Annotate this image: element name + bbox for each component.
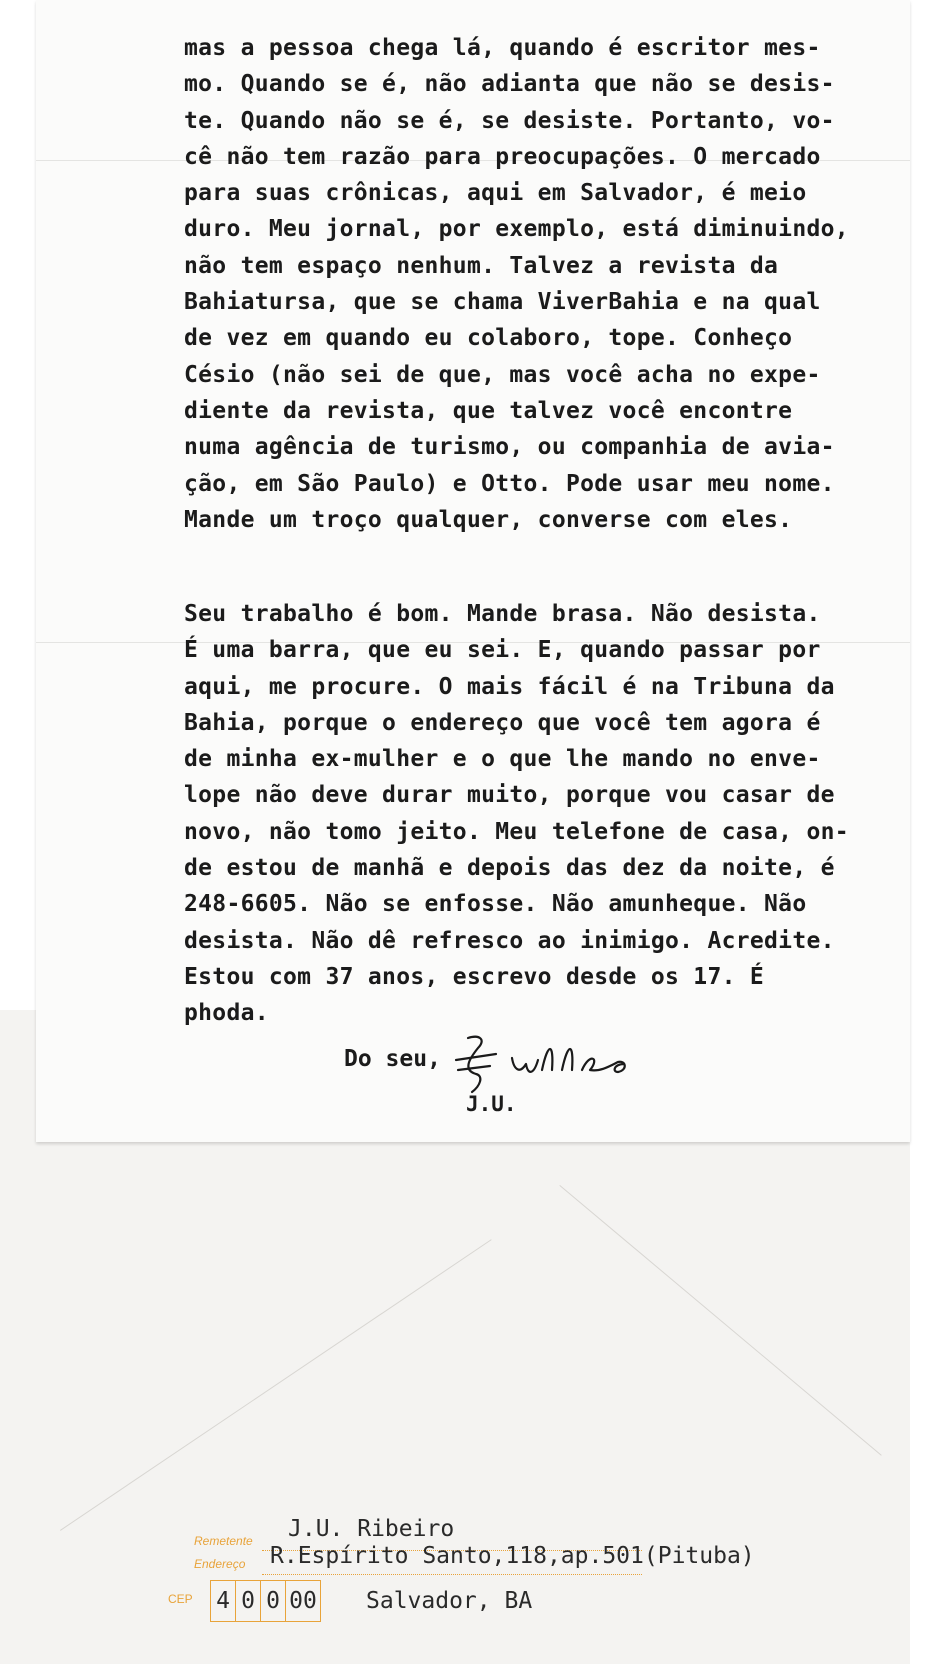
endereco-label: Endereço <box>194 1557 246 1571</box>
letter-text-line: de estou de manhã e depois das dez da noite, é <box>184 855 835 882</box>
letter-text-line: ção, em São Paulo) e Otto. Pode usar meu nome. <box>184 470 835 497</box>
letter-text-line: te. Quando não se é, se desiste. Portanto, vo- <box>184 107 835 134</box>
endereco-dotted-line <box>262 1574 642 1575</box>
letter-initials: J.U. <box>466 1092 517 1116</box>
cep-digit: 0 <box>261 1581 286 1621</box>
letter-text-line: de minha ex-mulher e o que lhe mando no enve- <box>184 746 821 773</box>
letter-text-line: desista. Não dê refresco ao inimigo. Acredite. <box>184 927 835 954</box>
letter-text-line: mo. Quando se é, não adianta que não se desis- <box>184 71 835 98</box>
handwritten-signature <box>450 1030 680 1100</box>
cep-digit: 00 <box>289 1588 317 1614</box>
cep-label: CEP <box>168 1592 193 1606</box>
letter-text-line: mas a pessoa chega lá, quando é escritor mes- <box>184 35 821 61</box>
letter-text-line: não tem espaço nenhum. Talvez a revista da <box>184 252 779 279</box>
letter-text-line: Estou com 37 anos, escrevo desde os 17. É <box>184 963 765 990</box>
letter-text-line: novo, não tomo jeito. Meu telefone de casa, on- <box>184 818 849 845</box>
letter-text-line: aqui, me procure. O mais fácil é na Tribuna da <box>184 673 835 700</box>
envelope-flap-fold-left <box>60 1239 492 1531</box>
sender-name: J.U. Ribeiro <box>288 1516 455 1542</box>
sender-address: R.Espírito Santo,118,ap.501(Pituba) <box>270 1543 755 1569</box>
letter-text-line: Seu trabalho é bom. Mande brasa. Não desista. <box>184 601 821 627</box>
cep-boxes <box>210 1580 321 1622</box>
envelope-flap-fold-right <box>559 1185 881 1456</box>
remetente-label: Remetente <box>194 1534 253 1548</box>
cep-digit: 4 <box>211 1581 236 1621</box>
letter-text-line: Mande um troço qualquer, converse com eles. <box>184 506 793 533</box>
letter-text-line: Césio (não sei de que, mas você acha no expe- <box>184 361 821 388</box>
sender-city: Salvador, BA <box>366 1588 533 1614</box>
letter-text-line: phoda. <box>184 1000 269 1027</box>
letter-text-line: É uma barra, que eu sei. E, quando passar por <box>184 637 821 664</box>
letter-text-line: cê não tem razão para preocupações. O mercado <box>184 143 821 170</box>
letter-text-line: duro. Meu jornal, por exemplo, está diminuindo, <box>184 216 849 243</box>
letter-paragraph-2 <box>184 596 849 1032</box>
letter-text-line: diente da revista, que talvez você encontre <box>184 397 793 424</box>
letter-text-line: numa agência de turismo, ou companhia de avia- <box>184 434 835 461</box>
letter-text-line: 248-6605. Não se enfosse. Não amunheque. Não <box>184 891 807 918</box>
cep-digit: 0 <box>236 1581 261 1621</box>
letter-text-line: lope não deve durar muito, porque vou casar de <box>184 782 835 809</box>
letter-closing: Do seu, <box>344 1046 441 1072</box>
letter-text-line: para suas crônicas, aqui em Salvador, é meio <box>184 180 807 207</box>
letter-paragraph-1 <box>184 30 849 538</box>
letter-text-line: Bahiatursa, que se chama ViverBahia e na qual <box>184 289 821 316</box>
letter-text-line: de vez em quando eu colaboro, tope. Conheço <box>184 325 793 352</box>
letter-text-line: Bahia, porque o endereço que você tem agora é <box>184 709 821 736</box>
